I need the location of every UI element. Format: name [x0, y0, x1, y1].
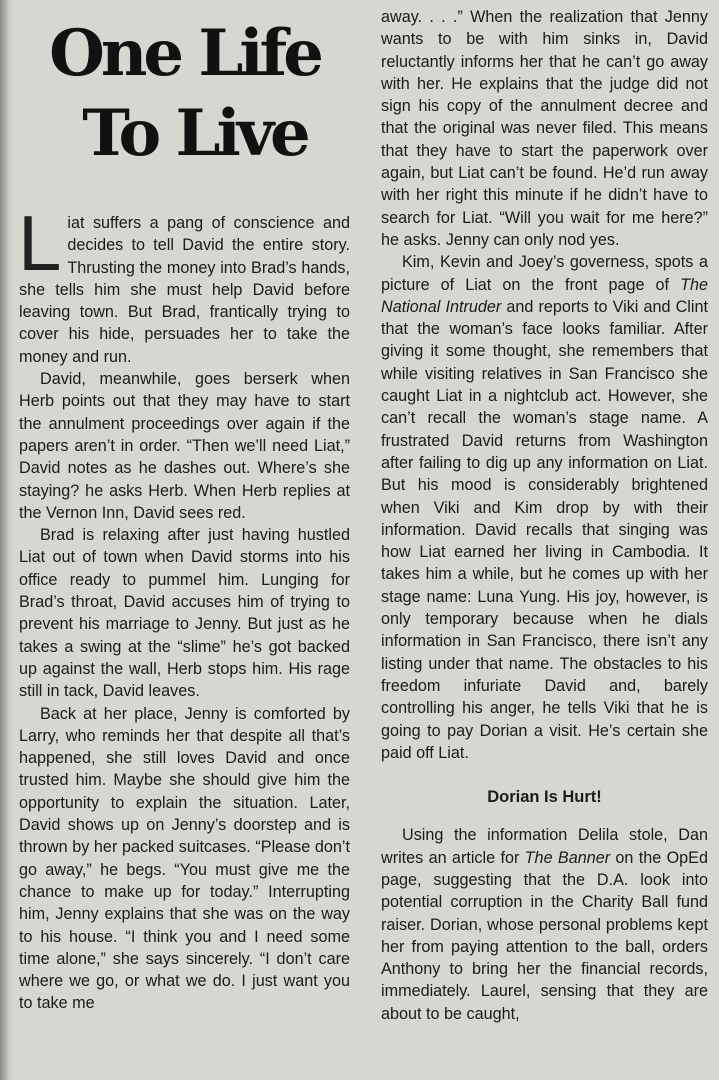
article-title — [19, 16, 350, 171]
publication-name: The Banner — [524, 848, 611, 867]
title-line-1: One Life — [49, 16, 320, 91]
paragraph: Brad is relaxing after just having hustled Liat out of town when David storms into his office ready to pummel him. Lunging for Brad’s throat, David accuses him of trying to prevent his marriage to Jenny. But just as he takes a swing at the “slime” he’s got backed up against the wall, Herb stops him. His rage still in tack, David leaves. — [19, 526, 350, 701]
section-subhead: Dorian Is Hurt! — [487, 788, 602, 807]
story-body-left — [18, 199, 350, 1015]
right-column — [381, 6, 708, 1025]
paragraph: Liat suffers a pang of conscience and decides to tell David the entire story. Thrusting the money into Brad’s hands, she tells him she must help David before leaving town. But Brad, frantically trying to cover his hide, persuades her to take the money and run. — [18, 199, 350, 366]
paragraph: David, meanwhile, goes berserk when Herb points out that they may have to start the annulment proceedings over again if the papers aren’t in order. “Then we’ll need Liat,” David notes as he dashes out. Where’s she staying? he asks Herb. When Herb replies at the Vernon Inn, David sees red. — [19, 370, 350, 522]
paragraph: Using the information Delila stole, Dan writes an article for The Banner on the OpEd page, suggesting that the D.A. look into potential corruption in the Charity Ball fund raiser. Dorian, whose personal problems kept her from paying attention to the ball, orders Anthony to bring her the financial records, immediately. Laurel, sensing that they are about to be caught, — [381, 826, 708, 1023]
paragraph: Back at her place, Jenny is comforted by Larry, who reminds her that despite all that’s happened, she still loves David and once trusted him. Maybe she should give him the opportunity to explain the situation. Later, David shows up on Jenny’s doorstep and is thrown by her packed suitcases. “Please don’t go away,” he begs. “You must give me the chance to make up for today.” Interrupting him, Jenny explains that she was on the way to his house. “I think you and I need some time alone,” she says sincerely. “I don’t care where we go, or what we do. I just want you to take me — [19, 704, 350, 1013]
drop-cap: L — [18, 199, 62, 287]
publication-name: The National Intruder — [381, 275, 708, 316]
paragraph: Kim, Kevin and Joey’s governess, spots a picture of Liat on the front page of The National Intruder and reports to Viki and Clint that the woman’s face looks familiar. After giving it some thought, she remembers that while visiting relatives in San Francisco she caught Liat in a nightclub act. However, she can’t recall the woman’s stage name. A frustrated David returns from Washington after failing to dig up any information on Liat. But his mood is considerably brightened when Viki and Kim drop by with their information. David recalls that singing was how Liat earned her living in Cambodia. It takes him a while, but he comes up with her stage name: Luna Yung. His joy, however, is only temporary because when he dials information in San Francisco, there isn’t any listing under that name. The obstacles to his freedom infuriate David and, barely controlling his anger, he tells Viki that he is going to pay Dorian a visit. He’s certain she paid off Liat. — [381, 253, 708, 762]
paragraph: away. . . .” When the realization that Jenny wants to be with him sinks in, David reluctantly informs her that he can’t go away with her. He explains that the judge did not sign his copy of the annulment decree and that the original was never filed. This means that they have to start the paperwork over again, but Liat can’t be found. He’d run away with her right this minute if he didn’t have to search for Liat. “Will you wait for me here?” he asks. Jenny can only nod yes. — [381, 8, 708, 249]
page-binding-shadow — [0, 0, 14, 1080]
left-column — [19, 0, 350, 1015]
title-line-2: To Live — [82, 96, 307, 171]
